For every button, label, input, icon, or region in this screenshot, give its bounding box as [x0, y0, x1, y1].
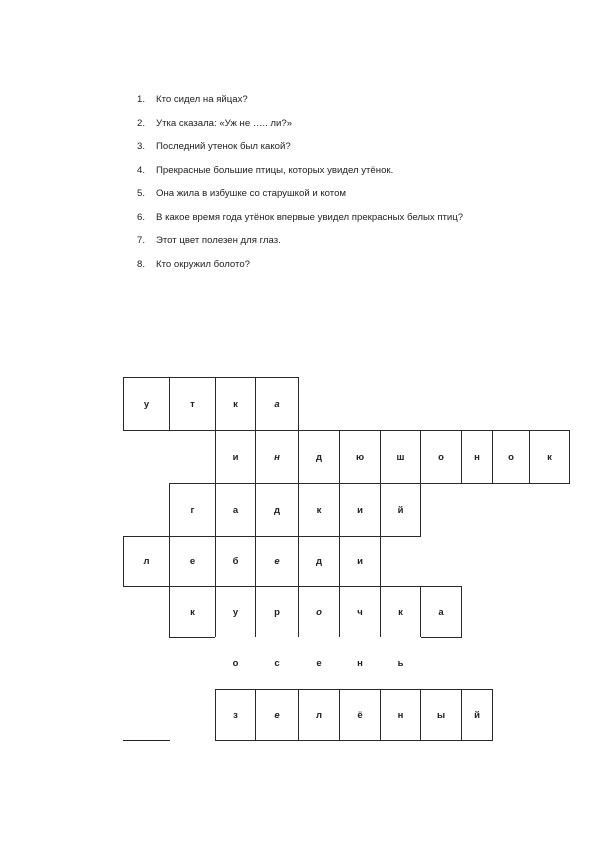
crossword-cell: д	[298, 536, 340, 587]
question-text: Этот цвет полезен для глаз.	[156, 235, 281, 246]
crossword-cell: б	[215, 536, 256, 587]
crossword-cell: и	[215, 430, 256, 484]
question-text: Кто окружил болото?	[156, 258, 250, 270]
question-number: 1.	[137, 94, 146, 105]
crossword-cell: у	[123, 377, 170, 431]
question-text: Кто сидел на яйцах?	[156, 94, 248, 105]
crossword-cell: о	[298, 586, 340, 638]
question-text: Она жила в избушке со старушкой и котом	[156, 188, 347, 199]
question-number: 8.	[137, 258, 146, 270]
crossword-cell: к	[529, 430, 570, 484]
question-number: 5.	[137, 188, 146, 199]
crossword-cell: о	[420, 430, 462, 484]
crossword-cell: й	[380, 483, 421, 537]
crossword-cell: й	[461, 689, 493, 741]
crossword-cell: и	[339, 536, 381, 587]
crossword-cell: а	[215, 483, 256, 537]
crossword-cell: к	[215, 377, 256, 431]
crossword-cell: д	[255, 483, 299, 537]
crossword-cell: н	[461, 430, 493, 484]
crossword-cell: ш	[380, 430, 421, 484]
crossword-cell: у	[215, 586, 256, 638]
crossword-cell: з	[215, 689, 256, 741]
crossword-cell: н	[380, 689, 421, 741]
crossword-cell: д	[298, 430, 340, 484]
crossword-cell: ё	[339, 689, 381, 741]
crossword-cell: ч	[339, 586, 381, 638]
crossword-cell: е	[298, 637, 340, 690]
question-text: Прекрасные большие птицы, которых увидел утёнок.	[156, 164, 394, 176]
crossword-cell: и	[339, 483, 381, 537]
question-number: 3.	[137, 141, 146, 152]
crossword-cell: н	[255, 430, 299, 484]
question-text: В какое время года утёнок впервые увидел прекрасных белых птиц?	[156, 211, 464, 223]
crossword-cell: е	[169, 536, 216, 587]
crossword-cell: с	[255, 637, 299, 690]
crossword-cell: к	[380, 586, 421, 638]
crossword-cell: л	[123, 536, 170, 587]
answer-underline	[123, 740, 170, 741]
question-number: 2.	[137, 117, 146, 129]
crossword-cell: а	[420, 586, 462, 638]
crossword-cell: о	[215, 637, 256, 690]
crossword-cell: ю	[339, 430, 381, 484]
crossword-cell: р	[255, 586, 299, 638]
question-text: Последний утенок был какой?	[156, 141, 291, 152]
crossword-cell: г	[169, 483, 216, 537]
crossword-cell: ь	[380, 637, 421, 690]
crossword-cell: ы	[420, 689, 462, 741]
crossword-cell: к	[298, 483, 340, 537]
question-text: Утка сказала: «Уж не ….. ли?»	[156, 117, 293, 129]
crossword-cell: л	[298, 689, 340, 741]
crossword-cell: н	[339, 637, 381, 690]
question-number: 4.	[137, 164, 146, 176]
crossword-cell: е	[255, 536, 299, 587]
crossword-cell: о	[492, 430, 530, 484]
question-number: 6.	[137, 211, 146, 223]
crossword-cell: к	[169, 586, 216, 638]
crossword-cell: а	[255, 377, 299, 431]
crossword-cell: т	[169, 377, 216, 431]
question-number: 7.	[137, 235, 146, 246]
crossword-cell: е	[255, 689, 299, 741]
